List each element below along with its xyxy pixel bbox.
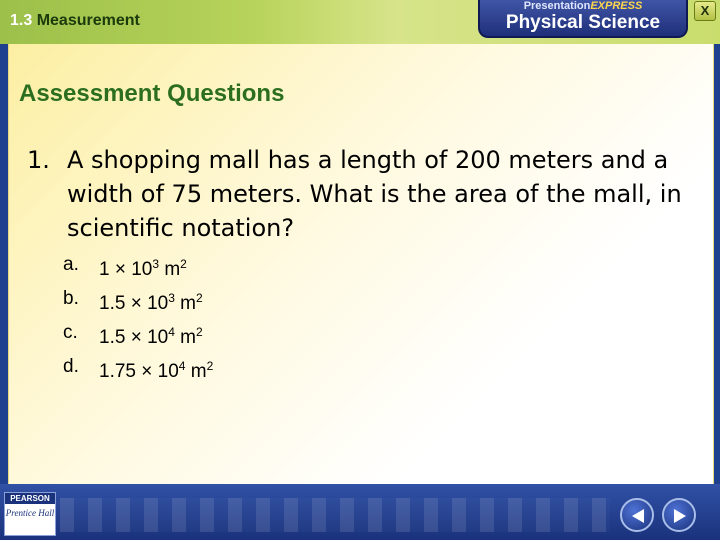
option-value: $1 \times 10^3$ $m^2$ — [99, 257, 187, 280]
brand-title: Physical Science — [505, 12, 661, 33]
footer-bar — [0, 484, 720, 540]
section-name: Measurement — [36, 12, 140, 29]
answer-options — [63, 250, 213, 386]
section-title — [10, 12, 140, 30]
option-value: $1.5 \times 10^3$ $m^2$ — [99, 291, 203, 314]
answer-option-c[interactable]: c. $1.5 \times 10^4$ $m^2$ — [63, 318, 213, 352]
brand-subtitle: PresentationEXPRESS — [523, 0, 643, 12]
section-number: 1.3 — [10, 12, 33, 29]
answer-option-b[interactable]: b. $1.5 \times 10^3$ $m^2$ — [63, 284, 213, 318]
option-value: $1.5 \times 10^4$ $m^2$ — [99, 325, 203, 348]
option-value: $1.75 \times 10^4$ $m^2$ — [99, 359, 214, 382]
answer-option-a[interactable]: a. $1 \times 10^3$ $m^2$ — [63, 250, 213, 284]
footer-decoration — [60, 498, 610, 532]
previous-slide-button[interactable] — [620, 498, 654, 532]
triangle-right-icon — [673, 508, 687, 524]
next-slide-button[interactable] — [662, 498, 696, 532]
question-text: A shopping mall has a length of 200 meters and a width of 75 meters. What is the area of the mall, in scientific notation? — [67, 146, 682, 242]
header-bar — [0, 0, 720, 44]
pearson-logo: PEARSON Prentice Hall — [4, 492, 56, 536]
slide-content — [8, 44, 714, 484]
close-button[interactable]: X — [694, 1, 716, 21]
question-number: 1. — [27, 146, 50, 174]
slide-heading: Assessment Questions — [19, 80, 285, 107]
brand-logo — [478, 0, 688, 38]
triangle-left-icon — [631, 508, 645, 524]
answer-option-d[interactable]: d. $1.75 \times 10^4$ $m^2$ — [63, 352, 213, 386]
